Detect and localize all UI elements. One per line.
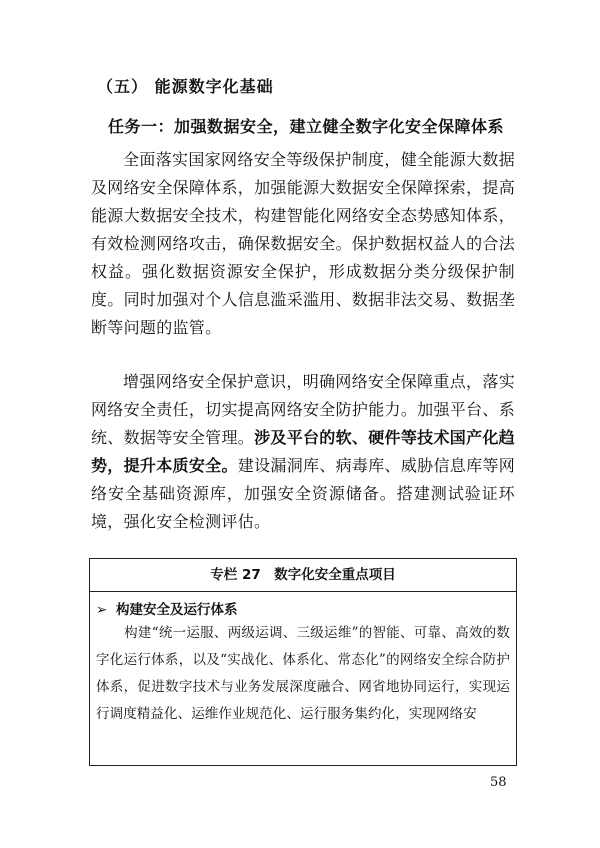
paragraph-2 [91, 368, 515, 536]
feature-box-body-text: 构建“统一运服、两级运调、三级运维”的智能、可靠、高效的数字化运行体系，以及“实战化、体系化、常态化”的网络安全综合防护体系，促进数字技术与业务发展深度融合、网省地协同运行，实现运行调度精益化、运维作业规范化、运行服务集约化，实现网络安 [96, 625, 510, 722]
paragraph-2-text-end: 建设漏洞库、病毒库、威胁信息库等网络安全基础资源库，加强安全资源储备。搭建测试验证环境，强化安全检测评估。 [91, 456, 516, 531]
section-heading: （五） 能源数字化基础 [97, 77, 274, 96]
page-number: 58 [490, 775, 507, 790]
feature-box-subheading [90, 592, 516, 620]
feature-box [89, 558, 517, 766]
paragraph-1-text: 全面落实国家网络安全等级保护制度，健全能源大数据及网络安全保障体系，加强能源大数据安全保障探索，提高能源大数据安全技术，构建智能化网络安全态势感知体系，有效检测网络攻击，确保数据安全。保护数据权益人的合法权益。强化数据资源安全保护，形成数据分类分级保护制度。同时加强对个人信息滥采滥用、数据非法交易、数据垄断等问题的监管。 [91, 150, 515, 337]
paragraph-2-bold-text: 涉及平台的软、硬件等技术国产化趋势，提升本质安全。 [91, 428, 515, 475]
paragraph-2-text: 增强网络安全保护意识，明确网络安全保障重点，落实网络安全责任，切实提高网络安全防护能力。加强平台、系统、数据等安全管理。 [91, 372, 515, 447]
paragraph-1 [91, 146, 515, 342]
feature-box-title: 专栏 27 数字化安全重点项目 [90, 559, 516, 592]
task-heading: 任务一：加强数据安全，建立健全数字化安全保障体系 [108, 117, 505, 136]
feature-box-subheading-text: 构建安全及运行体系 [116, 602, 238, 618]
arrow-bullet-icon: ➢ [96, 602, 108, 618]
feature-box-body [90, 620, 516, 728]
